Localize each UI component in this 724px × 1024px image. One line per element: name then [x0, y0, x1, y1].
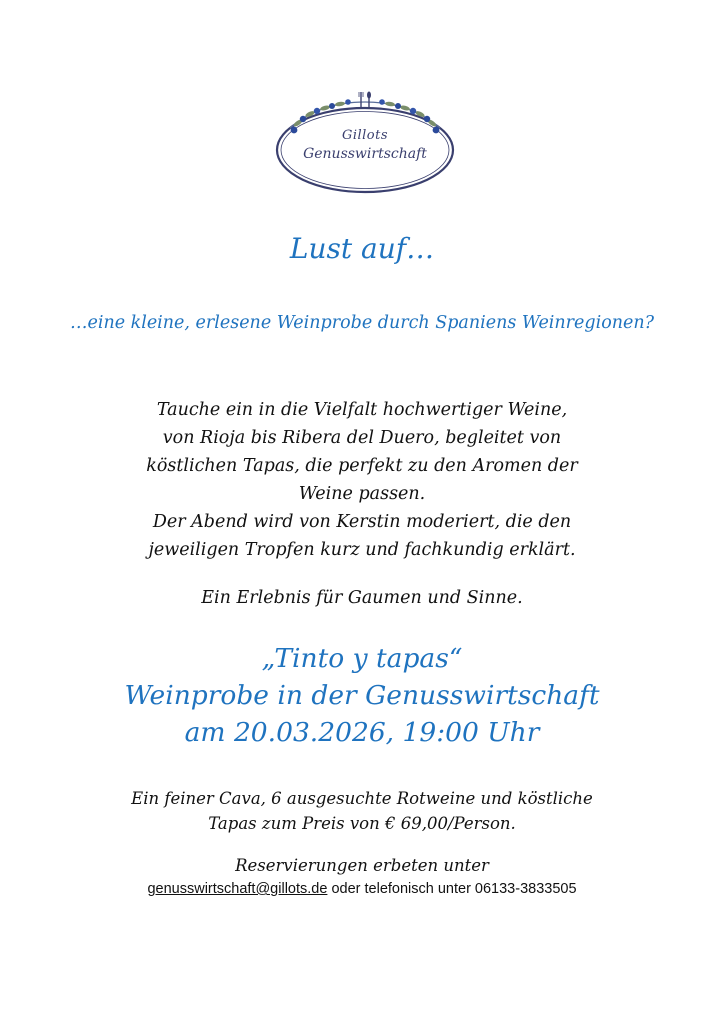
- tagline: Ein Erlebnis für Gaumen und Sinne.: [201, 588, 523, 608]
- event-name: „Tinto y tapas“: [261, 643, 463, 674]
- contact-line: [40, 881, 684, 897]
- description-line: jeweiligen Tropfen kurz und fachkundig erklärt.: [148, 540, 576, 560]
- logo-wreath-icon: [270, 88, 460, 200]
- gillots-logo: [270, 88, 460, 200]
- email-link[interactable]: genusswirtschaft@gillots.de: [147, 881, 328, 897]
- offer-line: Tapas zum Preis von € 69,00/Person.: [208, 814, 516, 833]
- description-line: Weine passen.: [298, 484, 426, 504]
- reservation-heading: Reservierungen erbeten unter: [235, 856, 489, 875]
- description-line: köstlichen Tapas, die perfekt zu den Aromen der: [146, 456, 578, 476]
- headline: Lust auf…: [289, 232, 435, 265]
- description-line: von Rioja bis Ribera del Duero, begleitet von: [162, 428, 562, 448]
- description-line: Tauche ein in die Vielfalt hochwertiger Weine,: [156, 400, 568, 420]
- logo-line-2: Genusswirtschaft: [303, 146, 427, 162]
- phone-text: oder telefonisch unter 06133-3833505: [327, 881, 577, 897]
- event-heading: [40, 640, 684, 751]
- event-date: am 20.03.2026, 19:00 Uhr: [184, 717, 540, 748]
- event-title: Weinprobe in der Genusswirtschaft: [124, 680, 600, 711]
- subheadline: …eine kleine, erlesene Weinprobe durch Spaniens Weinregionen?: [69, 313, 655, 333]
- description: [40, 396, 684, 564]
- offer-text: [40, 786, 684, 836]
- offer-line: Ein feiner Cava, 6 ausgesuchte Rotweine und köstliche: [131, 789, 593, 808]
- logo-line-1: Gillots: [341, 128, 389, 143]
- description-line: Der Abend wird von Kerstin moderiert, die den: [152, 512, 572, 532]
